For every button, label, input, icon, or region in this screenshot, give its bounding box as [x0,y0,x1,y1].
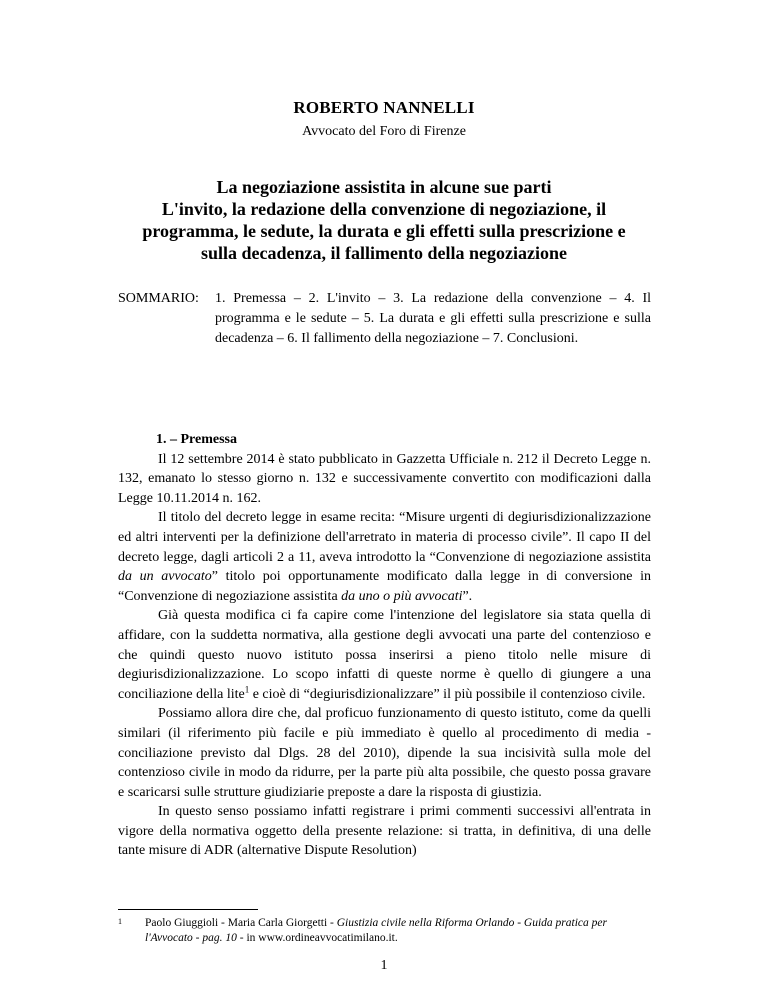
paragraph-2 [118,508,651,606]
summary-label: SOMMARIO: [118,291,199,306]
footnote-separator [118,909,258,910]
title-line-1: La negoziazione assistita in alcune sue parti [216,177,552,197]
author-role: Avvocato del Foro di Firenze [302,124,466,139]
paragraph-2-text-c: ”. [462,588,473,604]
document-title [110,176,658,264]
paragraph-2-italic-1: da un avvocato [118,569,212,585]
page-number: 1 [380,958,388,973]
paragraph-1: Il 12 settembre 2014 è stato pubblicato in Gazzetta Ufficiale n. 212 il Decreto Legge n. 132, emanato lo stesso giorno n. 132 e successivamente convertito con modificazioni dalla Legge 10.11.2014 n. 162. [118,451,651,506]
footnote [118,916,651,946]
footnote-text-italic: Giustizia civile nella Riforma Orlando - Guida pratica per l'Avvocato - pag. 10 [145,917,607,944]
paragraph-5: In questo senso possiamo infatti registrare i primi commenti successivi all'entrata in vigore della normativa oggetto della presente relazione: si tratta, in definitiva, di una delle tante misure di ADR (alternative Dispute Resolution) [118,804,651,859]
footnote-number: 1 [118,917,122,926]
title-line-3: programma, le sedute, la durata e gli effetti sulla prescrizione e [142,221,626,241]
footnote-text-b: - in www.ordineavvocatimilano.it. [236,932,398,944]
section-heading: 1. – Premessa [156,432,237,447]
paragraph-2-italic-2: da uno o più avvocati [341,588,463,604]
summary-text: 1. Premessa – 2. L'invito – 3. La redazione della convenzione – 4. Il programma e le sedute – 5. La durata e gli effetti sulla prescrizione e sulla decadenza – 6. Il fallimento della negoziazione – 7. Conclusioni. [215,291,651,346]
footnote-text [145,916,651,946]
footnote-text-a: Paolo Giuggioli - Maria Carla Giorgetti - [145,917,337,929]
paragraph-2-text-b: ” titolo poi opportunamente modificato dalla legge in di conversione in “Convenzione di negoziazione assistita [118,569,652,604]
paragraph-4: Possiamo allora dire che, dal proficuo funzionamento di questo istituto, come da quelli similari (il riferimento più facile e più immediato è quello al procedimento di media - conciliazione previsto dal Dlgs. 28 del 2010), dipende la sua incisività sulla mole del contenzioso civile in modo da ridurre, per la parte più alta possibile, che questo possa gravare e scaricarsi sulle strutture giudiziarie preposte a dare la risposta di giustizia. [118,706,651,800]
paragraph-2-text-a: Il titolo del decreto legge in esame recita: “Misure urgenti di degiurisdizionalizzazione ed altri interventi per la definizione dell'arretrato in materia di processo civile”. Il capo II del decreto legge, dagli articoli 2 a 11, aveva introdotto la “Convenzione di negoziazione assistita [118,510,651,565]
author-name: ROBERTO NANNELLI [293,98,475,117]
body-text [118,430,651,861]
title-line-2: L'invito, la redazione della convenzione di negoziazione, il [161,199,607,219]
footnote-reference[interactable]: 1 [244,684,250,695]
title-line-4: sulla decadenza, il fallimento della negoziazione [201,243,567,263]
paragraph-3-text-a: Già questa modifica ci fa capire come l'intenzione del legislatore sia stata quella di affidare, con la suddetta normativa, alla gestione degli avvocati una parte del contenzioso e che quindi questo nuovo istituto possa inserirsi a pieno titolo nelle misure di degiurisdizionalizzazione. Lo scopo infatti di queste norme è quello di giungere a una conciliazione della lite [118,608,651,702]
paragraph-3 [118,606,651,704]
paragraph-3-text-b: e cioè di “degiurisdizionalizzare” il più possibile il contenzioso civile. [249,686,646,702]
